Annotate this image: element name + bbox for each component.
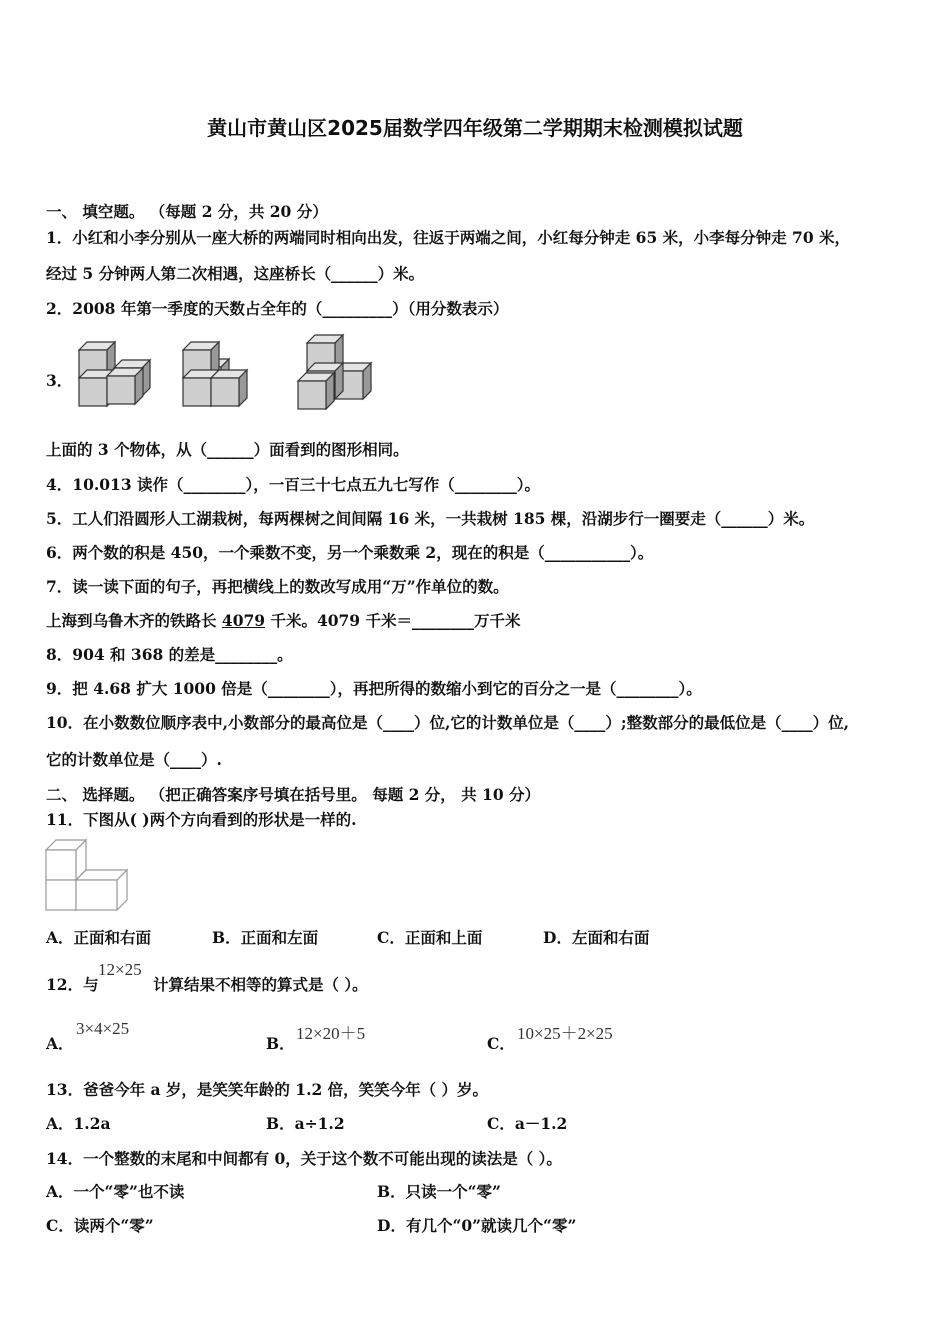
- question-4: 4．10.013 读作（________），一百三十七点五九七写作（________）。: [46, 475, 541, 494]
- question-8: 8．904 和 368 的差是________。: [46, 645, 293, 664]
- page-title: 黄山市黄山区2025届数学四年级第二学期期末检测模拟试题: [207, 116, 743, 140]
- question-9: 9．把 4.68 扩大 1000 倍是（________），再把所得的数缩小到它的百分之一是（________）。: [46, 679, 702, 698]
- question-1-line2: 经过 5 分钟两人第二次相遇，这座桥长（______）米。: [46, 264, 425, 283]
- q14-option-c[interactable]: C．读两个“零”: [46, 1216, 154, 1235]
- q12-option-b-expression: 12×20＋5: [296, 1024, 366, 1043]
- question-11: 11．下图从( )两个方向看到的形状是一样的.: [46, 810, 357, 829]
- question-12-suffix: 计算结果不相等的算式是（ ）。: [153, 975, 368, 994]
- q14-option-b[interactable]: B．只读一个“零”: [377, 1182, 501, 1201]
- q12-option-b-label[interactable]: B．: [266, 1034, 295, 1053]
- question-7: 7．读一读下面的句子，再把横线上的数改写成用“万”作单位的数。: [46, 577, 509, 596]
- q13-option-c[interactable]: C．a－1.2: [487, 1114, 568, 1133]
- q11-option-a[interactable]: A．正面和右面: [46, 928, 152, 947]
- cube-figure-3: [298, 335, 371, 409]
- q13-option-a[interactable]: A．1.2a: [46, 1114, 111, 1133]
- question-2: 2．2008 年第一季度的天数占全年的（_________）（用分数表示）: [46, 299, 509, 318]
- q11-option-c[interactable]: C．正面和上面: [377, 928, 483, 947]
- question-7-sentence-pre: 上海到乌鲁木齐的铁路长: [46, 611, 222, 630]
- cube-figure-1: [79, 342, 150, 406]
- question-12-expression: 12×25: [98, 960, 142, 979]
- q14-option-d[interactable]: D．有几个“0”就读几个“零”: [377, 1216, 577, 1235]
- question-11-cube-figure: [44, 838, 134, 916]
- question-7-sentence: [46, 611, 520, 631]
- q11-option-b[interactable]: B．正面和左面: [212, 928, 319, 947]
- section1-heading: 一、 填空题。 （每题 2 分，共 20 分）: [46, 202, 328, 221]
- question-5: 5．工人们沿圆形人工湖栽树，每两棵树之间间隔 16 米，一共栽树 185 棵，沿湖步行一圈要走（______）米。: [46, 509, 815, 528]
- question-6: 6．两个数的积是 450，一个乘数不变，另一个乘数乘 2，现在的积是（___________）。: [46, 543, 654, 562]
- question-12-prefix: 12．与: [46, 975, 99, 994]
- section2-heading: 二、 选择题。 （把正确答案序号填在括号里。 每题 2 分， 共 10 分）: [46, 785, 541, 804]
- cube-figures: [70, 330, 390, 415]
- question-3-label: 3．: [46, 371, 73, 390]
- question-3-caption: 上面的 3 个物体，从（______）面看到的图形相同。: [46, 440, 409, 459]
- q12-option-c-label[interactable]: C．: [487, 1034, 515, 1053]
- question-14: 14．一个整数的末尾和中间都有 0，关于这个数不可能出现的读法是（ ）。: [46, 1149, 562, 1168]
- question-10-line1: 10．在小数数位顺序表中,小数部分的最高位是（____）位,它的计数单位是（____）;整数部分的最低位是（____）位,: [46, 713, 849, 732]
- question-7-sentence-post: 千米。4079 千米＝________万千米: [265, 611, 521, 630]
- q13-option-b[interactable]: B．a÷1.2: [266, 1114, 345, 1133]
- q11-option-d[interactable]: D．左面和右面: [543, 928, 650, 947]
- q12-option-a-label[interactable]: A．: [46, 1034, 74, 1053]
- q12-option-c-expression: 10×25＋2×25: [517, 1024, 613, 1043]
- question-1-line1: 1．小红和小李分别从一座大桥的两端同时相向出发，往返于两端之间，小红每分钟走 65 米，小李每分钟走 70 米，: [46, 228, 851, 247]
- question-10-line2: 它的计数单位是（____）.: [46, 750, 222, 769]
- question-13: 13．爸爸今年 a 岁，是笑笑年龄的 1.2 倍，笑笑今年（ ）岁。: [46, 1080, 489, 1099]
- q12-option-a-expression: 3×4×25: [76, 1019, 130, 1038]
- q14-option-a[interactable]: A．一个“零”也不读: [46, 1182, 185, 1201]
- cube-figure-2: [183, 342, 247, 406]
- question-7-number: 4079: [221, 611, 266, 630]
